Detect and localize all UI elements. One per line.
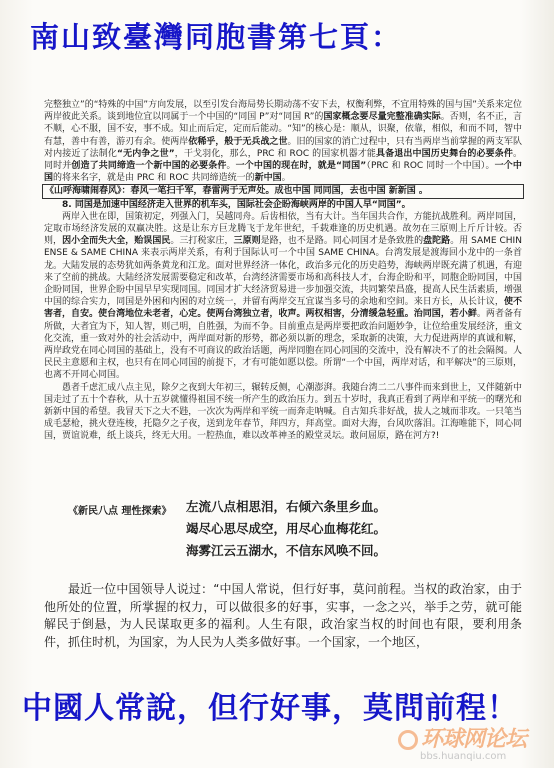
poem-line-2: 竭尽心思尽成空，用尽心血梅花红。 (186, 521, 387, 536)
closing-slogan: 中國人常說，但行好事，莫問前程！ (22, 691, 518, 726)
text-run: 完整独立”的“特殊的中国”方向发展，以至引发台海局势长期动荡不安下去，权衡利弊，不宜用特殊的国与国”关系来定位两岸彼此关系。谈到地位宜以同属于一个中国的“同国 P”对“同国 R”的 (44, 100, 522, 123)
text-run: 愚者千虑汇成八点主见，除夕之夜到大年初三，辗转反侧，心潮澎湃。我随台湾二二八事件而来到世上，又伴随新中国走过了五十个春秋，从十五岁就懂得祖国不统一所产生的政治压力。到五十岁时，我真正看到了两岸和平统一的曙光和新新中国的希望。我冒天下之大不韪，一次次为两岸和平统一而奔走呐喊。自古知兵非好战，拔人之城而非攻。一只笔当成毛瑟枪，挑火登连梭，托隐夕之子夜，送到龙年春节，拜四方，拜高堂。面对大海，台风吹落泪。江海唯能下，同心同国，贾谊说难，纸上谈兵，终无大用。一腔热血，难以改革神圣的殿堂灵坛。敢问屈原，路在河方?! (44, 382, 522, 442)
globe-icon (398, 730, 418, 750)
text-run: 。同时并 (44, 148, 522, 172)
paragraph-block-1 (44, 99, 522, 184)
text-run: 。否则，名不正，言不顺，心不服，国不安，事不成。知止而后定，定而后能动。“知”的核心是：顺从，识聚，依靠，相似，和而不同，智中有慧，善中有善，游刃有余。使两岸 (44, 112, 522, 147)
paragraph-block-2 (44, 199, 522, 443)
bold-text: 具备退出中国历史舞台的必要条件 (376, 148, 513, 159)
bold-text: “无内争之世” (117, 148, 175, 159)
text-run: 。 (281, 173, 291, 184)
poem-lines (186, 496, 486, 562)
watermark-url: bbs.huanqiu.com (420, 751, 507, 762)
text-run: 。两者备有所做，大者宜为下，知人智，则己明，自胜强，为而不争。目前重点是两岸要把政治问题妙争，让位给重发展经济，重文化交流，重一致对外的社会活动中，两岸面对新的形势，都必须以新的理念，采取新的决策，大力促进两岸的真诚和解，两岸政党在同心同国的基础上，没有不可商议的政治话题，两岸同胞在同心同国的交流中，没有解决不了的社会隔阂。人民民主意愿和主权，也只有在同心同国的前提下，才有可能如愿以偿。所谓“一个中国，两岸对话，和平解决”的三原则，也离不开同心同国。 (44, 309, 522, 381)
boxed-quote-line: 《山呼海啸闹春风》：春风一笔扫千军，春雷两于无声处。成也中国 同同国，去也中国 新新国 。 (42, 184, 524, 198)
bold-text: 新中国 (254, 173, 282, 184)
bold-text: 盘陀路 (423, 236, 451, 247)
page-title: 南山致臺灣同胞書第七頁： (30, 20, 403, 54)
text-run: 是路，也不是路。同心同国才是条致胜的 (260, 236, 424, 247)
poem-label: 《新民八点 理性探索》 (68, 506, 172, 517)
watermark-logo (398, 726, 546, 754)
text-run: 。三打税家庄， (170, 236, 234, 247)
document-body (44, 99, 522, 443)
poem-line-1: 左流八点相思泪，右倾六条里乡血。 (186, 499, 387, 514)
text-run: 。用 SAME CHINENSE & SAME CHINA 来表示两岸关系，有利于国际认可一个中国 SAME CHINA。台湾发展是渡海回小龙中的一条首龙。大陆发展的态势犹如两条黄龙和江龙。面对世界经济一体化，政治多元化的历史趋势，海峡两岸既充满了机遇，有迎来了空前的挑战。大陆经济发展需要稳定和改革，台湾经济需要市场和高科技人才，台海企盼和平，同胞企盼同国，中国企盼同国，世界企盼中国早早实现同国。同国才扩大经济贸易进一步加强交流，共同繁荣昌盛，提高人民生活素质，增强中国的综合实力，同国是外困和内困的对立统一，并留有两岸交互宜谋当多号的余地和空间。来日方长，从长计议， (44, 236, 522, 308)
closing-paragraph: 最近一位中国领导人说过：“中国人常说，但行好事，莫问前程。当权的政治家，由于他所处的位置，所掌握的权力，可以做很多的好事，实事，一念之兴，举手之劳，就可能解民于倒悬，为人民谋取更多的福利。人生有限，政治家当权的时间也有限，要利用条件，抓住时机，为国家，为人民为人类多做好事。一个国家，一个地区， (44, 582, 522, 649)
paragraph (44, 211, 522, 382)
poem-line-3: 海雾江云五湖水，不信东风唤不回。 (186, 543, 387, 558)
text-run: （PRC 和 ROC 同时一个中国）。 (366, 161, 495, 172)
watermark-logo-text: 环球网论坛 (421, 727, 527, 752)
text-run: 。 (226, 161, 236, 172)
bold-text: 创造了共同缔造一个新中国的必要条件 (71, 161, 227, 172)
paragraph (44, 199, 522, 211)
bold-text: 三原则 (233, 236, 261, 247)
text-run: 。旧的国家的消亡过程中，只有当两岸当前掌握的两支军队对内接近了法制化 (44, 136, 522, 159)
text-run: 两岸入世在即，国策初定，列强入门，吴越同舟。后齿相依，当有大计。当年国共合作，方能抗战胜利。两岸同国，定取市场经济发展的双赢决胜。这是让东方巨龙腾飞于龙年世纪，千载难逢的历史机遇。故勿在三原则上斤斤计较。否则， (44, 211, 522, 247)
bold-text: 一个中国的现在时，就是“同国” (235, 161, 367, 172)
bold-text: 依稀乎，般于无兵战之世 (188, 136, 288, 147)
text-run: ，干戈羽化，那么，PRC 和 ROC 的国家机器才能 (174, 148, 377, 159)
bold-text: 国家概念要尽量完整准确实际 (323, 112, 441, 123)
bold-text: 因小全而失大全，贻误国民 (62, 236, 171, 247)
poem-section (68, 496, 488, 572)
bold-text: 一个中国 (44, 161, 522, 184)
paragraph (44, 382, 522, 443)
paragraph (44, 99, 522, 184)
bold-text: 8. 同国是加速中国经济走入世界的机车头，国际社会企盼海峡两岸的中国人早“同国”。 (62, 199, 411, 210)
text-run: 的将来名字，就是由 PRC 和 ROC 共同缔造统一的 (53, 173, 255, 184)
bold-text: 使不害者，自安。使台湾地位未老者，心定。使两台湾独立者，收声。两权相害，分清缓急轻重。治同国，若小鲜 (44, 297, 522, 320)
